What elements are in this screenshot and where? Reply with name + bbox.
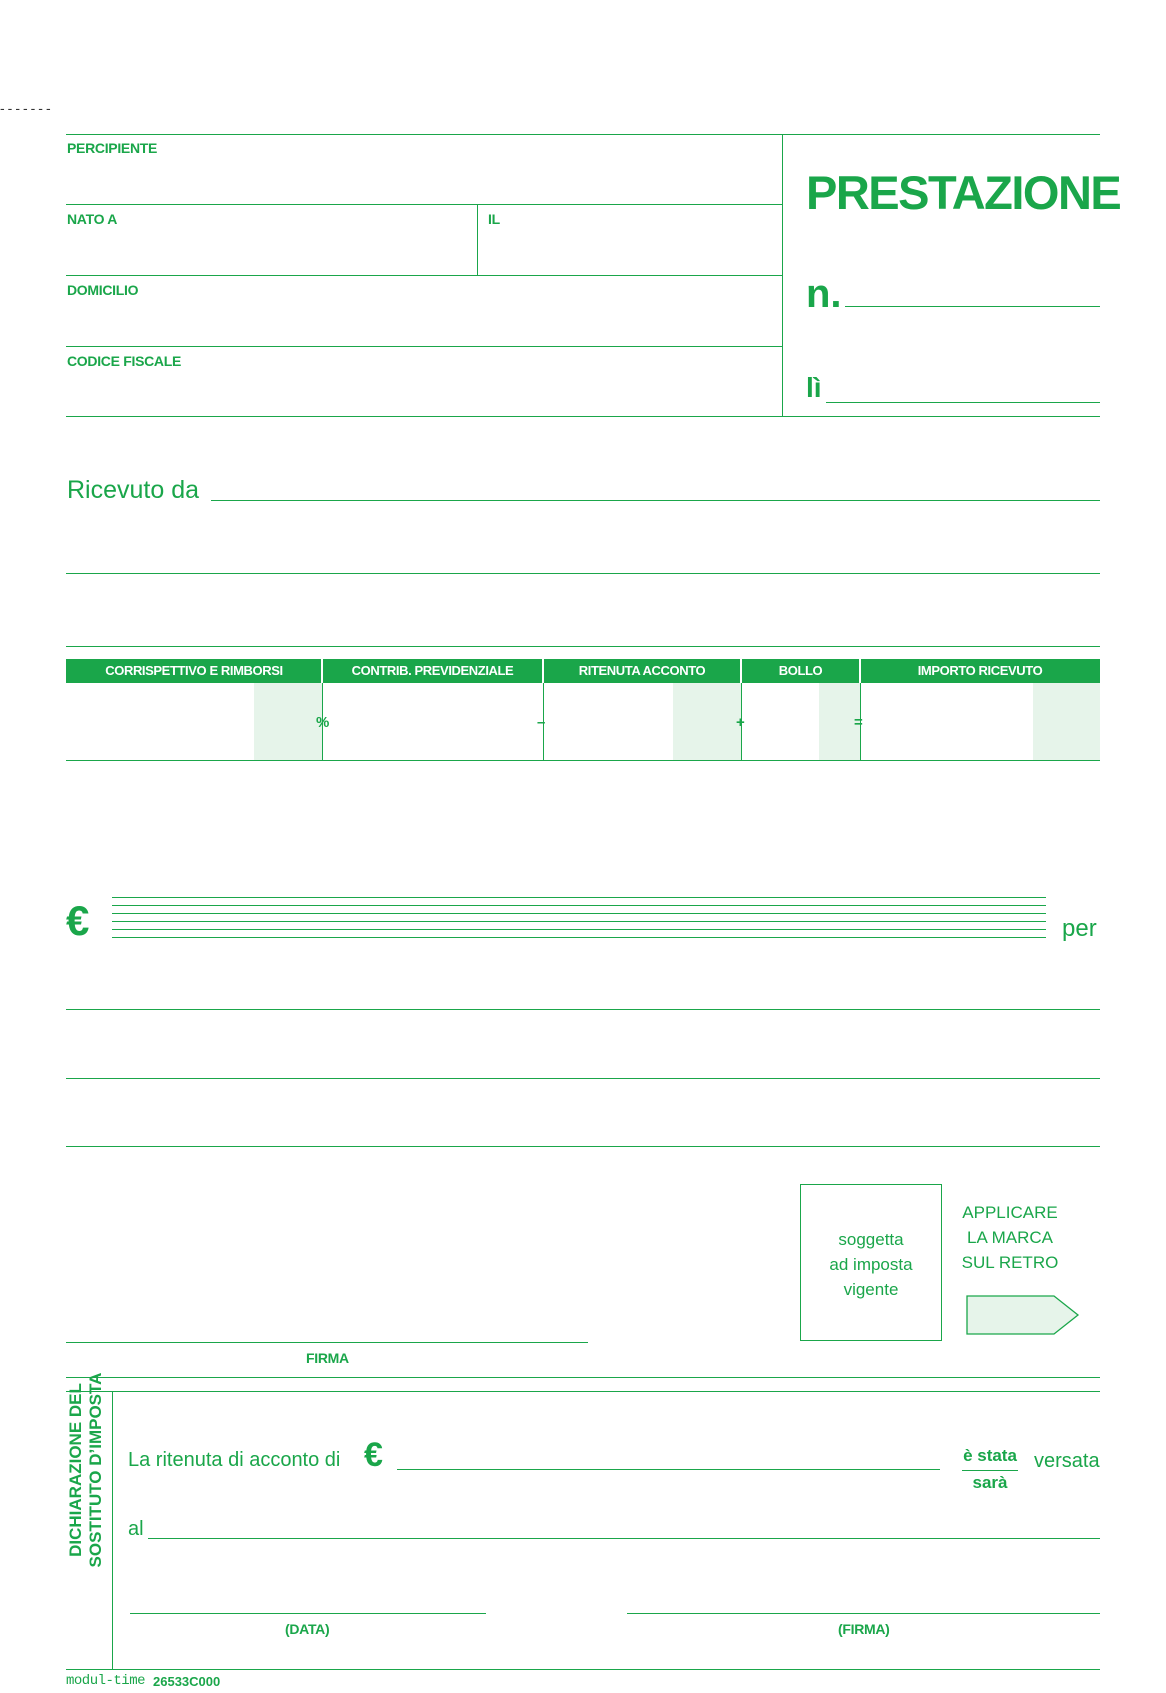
amount-line	[112, 897, 1046, 898]
date-label: lì	[806, 372, 822, 403]
header-ritenuta-acconto: RITENUTA ACCONTO	[578, 663, 706, 678]
side-label-line2: SOSTITUTO D’IMPOSTA	[86, 1372, 105, 1568]
domicilio-label: DOMICILIO	[67, 282, 139, 298]
amount-line	[112, 913, 1046, 914]
per-label: per	[1062, 915, 1097, 942]
il-label: IL	[488, 211, 500, 227]
description-line-3[interactable]	[66, 1146, 1100, 1147]
header-contrib-previdenziale: CONTRIB. PREVIDENZIALE	[351, 663, 514, 678]
plus-sign: +	[736, 714, 745, 731]
received-from-line[interactable]	[211, 500, 1100, 501]
apply-line1: APPLICARE	[962, 1203, 1058, 1222]
stamp-text-line1: soggetta	[838, 1230, 904, 1249]
rule	[66, 134, 1100, 135]
option-will-be-paid[interactable]: sarà	[972, 1473, 1008, 1492]
header-separator	[321, 659, 323, 683]
apply-line3: SUL RETRO	[961, 1253, 1059, 1272]
header-bollo: BOLLO	[778, 663, 823, 678]
cell-importo-ricevuto[interactable]	[862, 684, 1031, 759]
al-label: al	[128, 1518, 144, 1540]
form-title: PRESTAZIONE	[806, 166, 1121, 219]
nato-a-label: NATO A	[67, 211, 118, 227]
minus-sign: –	[537, 714, 546, 731]
cell-ritenuta-acconto[interactable]	[545, 684, 671, 759]
amount-words-lines[interactable]	[112, 897, 1046, 939]
date-signature-line[interactable]	[130, 1613, 486, 1614]
nato-a-field[interactable]	[66, 230, 474, 272]
stamp-text-line3: vigente	[843, 1280, 899, 1299]
rule	[66, 416, 1100, 417]
option-paid[interactable]: è stata	[963, 1446, 1017, 1465]
versata-label: versata	[1034, 1450, 1100, 1472]
header-corrispettivo: CORRISPETTIVO E RIMBORSI	[105, 663, 283, 678]
amount-line	[112, 905, 1046, 906]
il-field[interactable]	[480, 230, 780, 272]
header-separator	[542, 659, 544, 683]
header-separator	[740, 659, 742, 683]
received-from-label: Ricevuto da	[67, 476, 200, 504]
domicilio-field[interactable]	[66, 300, 780, 343]
form-code: 26533C000	[153, 1674, 221, 1689]
amount-line	[112, 929, 1046, 930]
withholding-text: La ritenuta di acconto di	[128, 1449, 341, 1471]
brand-logo: modul-time	[66, 1673, 146, 1689]
cut-marks: -------	[0, 100, 54, 116]
number-line[interactable]	[845, 306, 1100, 307]
option-separator	[962, 1470, 1018, 1471]
rule	[66, 1391, 1100, 1392]
declaration-divider	[112, 1391, 113, 1669]
declaration-euro-symbol: €	[364, 1436, 383, 1474]
cell-bollo[interactable]	[743, 684, 817, 759]
header-importo-ricevuto: IMPORTO RICEVUTO	[917, 663, 1043, 678]
cell-contrib-previdenziale[interactable]	[324, 684, 541, 759]
signature-label: FIRMA	[306, 1350, 349, 1366]
firma-signature-line[interactable]	[627, 1613, 1100, 1614]
shaded-cell	[673, 683, 741, 760]
description-line-1[interactable]	[66, 1009, 1100, 1010]
declaration-side-label	[66, 1340, 106, 1600]
cell-corrispettivo[interactable]	[66, 684, 252, 759]
rule	[66, 346, 782, 347]
divider	[782, 134, 783, 416]
euro-symbol: €	[66, 897, 90, 944]
data-label: (DATA)	[285, 1621, 330, 1637]
amount-line	[112, 921, 1046, 922]
number-label: n.	[806, 272, 842, 316]
description-line-2[interactable]	[66, 1078, 1100, 1079]
firma-label: (FIRMA)	[838, 1621, 890, 1637]
divider	[477, 204, 478, 275]
rule	[66, 1377, 1100, 1378]
stamp-box-text	[800, 1227, 942, 1302]
side-label-line1: DICHIARAZIONE DEL	[66, 1383, 85, 1557]
rule	[66, 275, 782, 276]
percipiente-field[interactable]	[66, 160, 780, 202]
date-line[interactable]	[826, 402, 1100, 403]
percent-sign: %	[316, 714, 330, 731]
al-line[interactable]	[148, 1538, 1100, 1539]
arrow-right-icon	[966, 1295, 1080, 1337]
percipiente-label: PERCIPIENTE	[67, 140, 158, 156]
equals-sign: =	[854, 714, 863, 731]
shaded-cell	[254, 683, 322, 760]
rule	[66, 204, 782, 205]
rule	[66, 646, 1100, 647]
withholding-amount-line[interactable]	[397, 1469, 940, 1470]
shaded-cell	[1033, 683, 1100, 760]
codice-fiscale-field[interactable]	[66, 372, 780, 414]
amount-line	[112, 937, 1046, 938]
codice-fiscale-label: CODICE FISCALE	[67, 353, 182, 369]
table-bottom	[66, 760, 1100, 761]
apply-stamp-text	[955, 1200, 1065, 1275]
stamp-text-line2: ad imposta	[829, 1255, 913, 1274]
signature-line[interactable]	[66, 1342, 588, 1343]
received-from-line-2[interactable]	[66, 573, 1100, 574]
rule	[66, 1669, 1100, 1670]
apply-line2: LA MARCA	[967, 1228, 1053, 1247]
header-separator	[859, 659, 861, 683]
